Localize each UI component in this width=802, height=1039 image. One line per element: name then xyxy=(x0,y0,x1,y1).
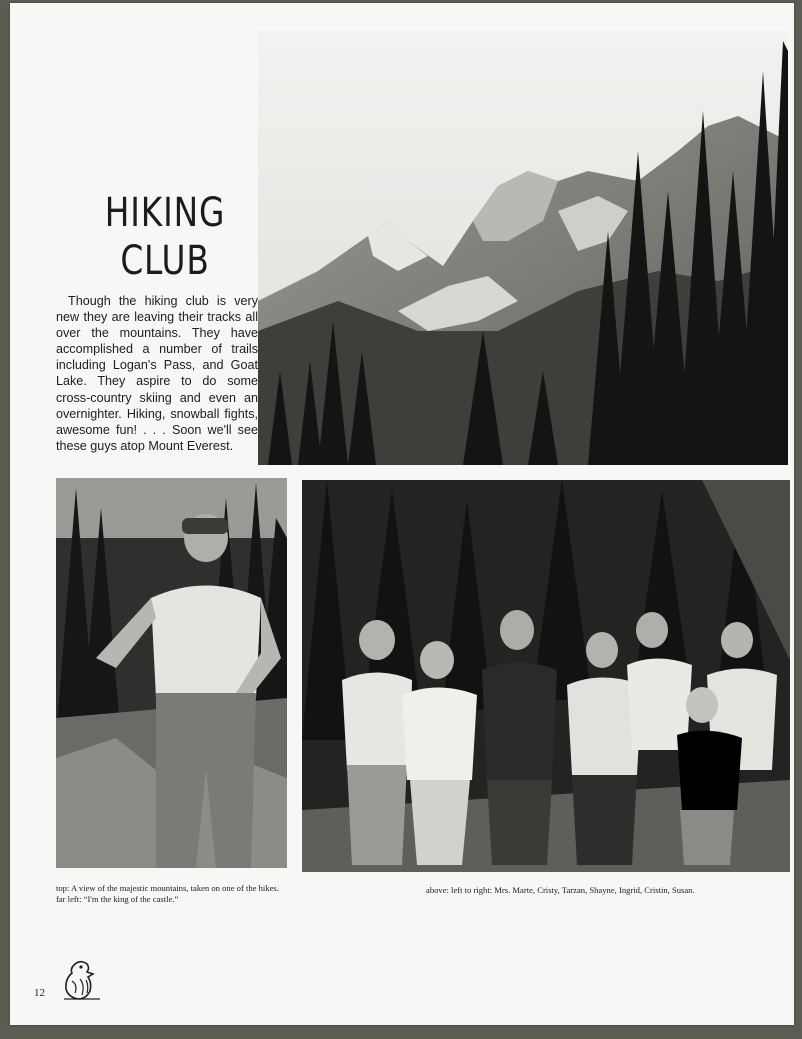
title-line-2: CLUB xyxy=(120,238,210,284)
king-of-castle-photo xyxy=(56,478,287,868)
group-photo xyxy=(302,480,790,872)
title-line-1: HIKING xyxy=(104,190,226,236)
article-body: Though the hiking club is very new they are leaving their tracks all over the mountains. They have accomplished a number of trails including Logan's Pass, and Goat Lake. They aspire to do some cross-country skiing and even an overnighter. Hiking, snowball fights, awesome fun! . . . Soon we'll see these guys atop Mount Everest. xyxy=(56,294,258,453)
caption-top: top: A view of the majestic mountains, taken on one of the hikes. xyxy=(56,883,279,893)
caption-far-left: far left: “I'm the king of the castle.” xyxy=(56,894,179,904)
mountain-photo xyxy=(258,31,788,465)
eagle-mascot-icon xyxy=(60,959,104,1001)
page-number: 12 xyxy=(34,987,45,999)
page-title xyxy=(87,189,243,285)
yearbook-page xyxy=(10,3,794,1025)
caption-above: above: left to right: Mrs. Marte, Cristy, Tarzan, Shayne, Ingrid, Cristin, Susan. xyxy=(426,885,695,895)
